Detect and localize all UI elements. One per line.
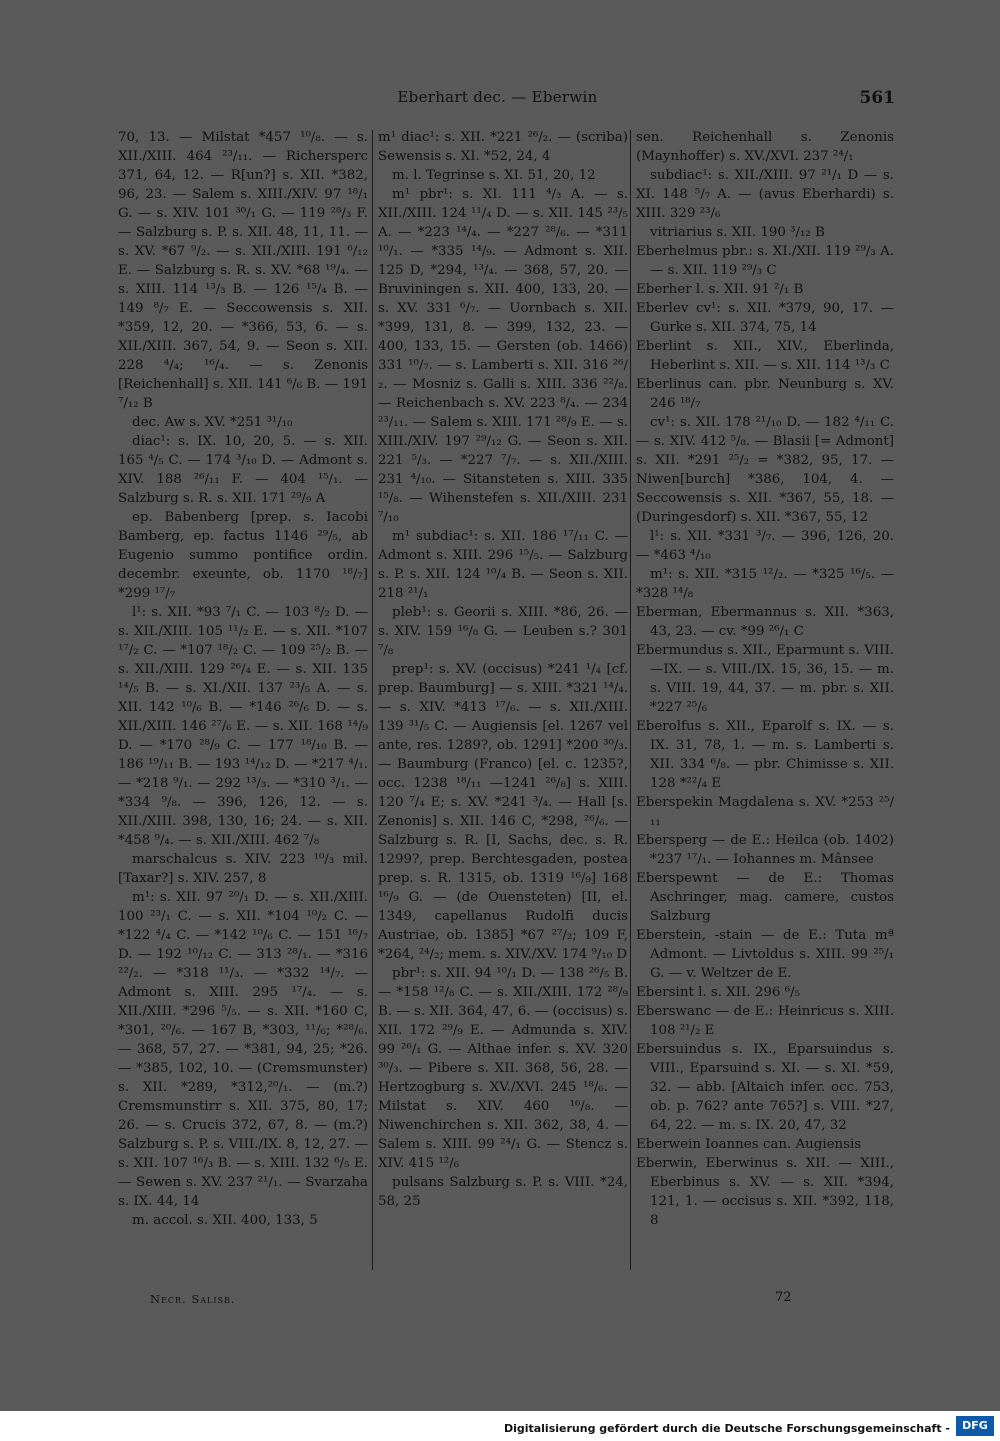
entry-paragraph: marschalcus s. XIV. 223 ¹⁰/₃ mil. [Taxar?] s. XIV. 257, 8 (118, 852, 368, 886)
entry-paragraph: Eberspewnt — de E.: Thomas Aschringer, mag. camere, custos Salzburg (636, 871, 894, 924)
entry-paragraph: Eberlint s. XII., XIV., Eberlinda, Heberlint s. XII. — s. XII. 114 ¹³/₃ C (636, 339, 894, 373)
digitization-bar (0, 1411, 1000, 1441)
entry-paragraph: m¹ subdiac¹: s. XII. 186 ¹⁷/₁₁ C. — Admont s. XIII. 296 ¹⁵/₅. — Salzburg s. P. s. XII. 124 ¹⁰/₄ B. — Seon s. XII. 218 ²¹/₁ (378, 529, 628, 601)
text-column-2 (378, 128, 628, 1288)
entry-paragraph: vitriarius s. XII. 190 ³/₁₂ B (650, 225, 825, 240)
entry-paragraph: l¹: s. XII. *93 ⁷/₁ C. — 103 ⁸/₂ D. — s. XII./XIII. 105 ¹¹/₂ E. — s. XII. *107 ¹⁷/₂ C. — *107 ¹⁸/₂ C. — 109 ²⁵/₂ B. — s. XII./XIII. 129 ²⁶/₄ E. — s. XII. 135 ¹⁴/₅ B. — s. XI./XII. 137 ²³/₅ A. — s. XII. 142 ¹⁰/₆ B. — *146 ²⁶/₆ D. — s. XII./XIII. 146 ²⁷/₆ E. — s. XII. 168 ¹⁴/₉ D. — *170 ²⁸/₉ C. — 177 ¹⁸/₁₀ B. — 186 ¹⁹/₁₁ B. — 193 ¹⁴/₁₂ D. — *217 ⁴/₁. — *218 ⁹/₁. — 292 ¹³/₃. — *310 ³/₁. — *334 ⁹/₈. — 396, 126, 12. — s. XII./XIII. 398, 130, 16; 24. — s. XII. *458 ⁹/₄. — s. XII./XIII. 462 ⁷/₈ (118, 605, 368, 848)
entry-paragraph: l¹: s. XII. *331 ³/₇. — 396, 126, 20. — *463 ⁴/₁₀ (636, 529, 894, 563)
entry-paragraph: Eberlinus can. pbr. Neunburg s. XV. 246 ¹⁸/₇ (636, 377, 894, 411)
dfg-logo: DFG (956, 1416, 994, 1436)
entry-paragraph: cv¹: s. XII. 178 ²¹/₁₀ D. — 182 ⁴/₁₁ C. — s. XIV. 412 ⁵/₈. — Blasii [= Admont] s. XII. *291 ²⁵/₂ = *382, 95, 17. — Niwen[burch] *386, 104, 4. — Seccowensis s. XII. *367, 55, 18. — (Duringesdorf) s. XII. *367, 55, 12 (636, 415, 894, 525)
funding-note: Digitalisierung gefördert durch die Deutsche Forschungsgemeinschaft - (503, 1422, 950, 1435)
entry-paragraph: Eberlev cv¹: s. XII. *379, 90, 17. — Gurke s. XII. 374, 75, 14 (636, 301, 894, 335)
signature-mark: Necr. Salisb. (150, 1292, 236, 1306)
running-head: Eberhart dec. — Eberwin (397, 88, 598, 106)
entry-paragraph: ep. Babenberg [prep. s. Iacobi Bamberg, ep. factus 1146 ²⁹/₅, ab Eugenio summo pontifice ordin. decembr. exeunte, ob. 1170 ¹⁸/₇] *299 ¹⁷/₇ (118, 510, 368, 601)
entry-paragraph: Eberstein, -stain — de E.: Tuta mª Admont. — Livtoldus s. XIII. 99 ²⁵/₁ G. — v. Weltzer de E. (636, 928, 894, 981)
entry-paragraph: m. l. Tegrinse s. XI. 51, 20, 12 (392, 168, 596, 183)
entry-paragraph: Eberolfus s. XII., Eparolf s. IX. — s. IX. 31, 78, 1. — m. s. Lamberti s. XII. 334 ⁶/₈. — pbr. Chimisse s. XII. 128 *²²/₄ E (636, 719, 894, 791)
entry-paragraph: Eberman, Ebermannus s. XII. *363, 43, 23. — cv. *99 ²⁶/₁ C (636, 605, 894, 639)
entry-paragraph: pleb¹: s. Georii s. XIII. *86, 26. — s. XIV. 159 ¹⁶/₈ G. — Leuben s.? 301 ⁷/₈ (378, 605, 628, 658)
column-rule-2 (630, 130, 631, 1270)
text-column-1 (118, 128, 368, 1288)
entry-paragraph: m. accol. s. XII. 400, 133, 5 (132, 1213, 318, 1228)
entry-paragraph: Eberhelmus pbr.: s. XI./XII. 119 ²⁹/₃ A. — s. XII. 119 ²⁹/₃ C (636, 244, 894, 278)
entry-paragraph: Eberspekin Magdalena s. XV. *253 ²⁵/₁₁ (636, 795, 894, 829)
entry-paragraph: pulsans Salzburg s. P. s. VIII. *24, 58, 25 (378, 1175, 628, 1209)
sheet-number: 72 (775, 1290, 792, 1305)
page-header (100, 88, 895, 116)
entry-paragraph: Eberwein Ioannes can. Augiensis (636, 1137, 862, 1152)
column-rule-1 (372, 130, 373, 1270)
entry-paragraph: sen. Reichenhall s. Zenonis (Maynhoffer) s. XV./XVI. 237 ²⁴/₁ (636, 130, 894, 164)
entry-paragraph: Eberwin, Eberwinus s. XII. — XIII., Eberbinus s. XV. — s. XII. *394, 121, 1. — occisus s. XII. *392, 118, 8 (636, 1156, 894, 1228)
entry-paragraph: Ebermundus s. XII., Eparmunt s. VIII.—IX. — s. VIII./IX. 15, 36, 15. — m. s. VIII. 19, 44, 37. — m. pbr. s. XII. *227 ²⁵/₆ (636, 643, 894, 715)
entry-paragraph: 70, 13. — Milstat *457 ¹⁰/₈. — s. XII./XIII. 464 ²³/₁₁. — Richersperc 371, 64, 12. — R[un?] s. XII. *382, 96, 23. — Salem s. XIII./XIV. 97 ¹⁸/₁ G. — s. XIV. 101 ³⁰/₁ G. — 119 ²⁸/₃ F. — Salzburg s. P. s. XII. 48, 11, 11. — s. XV. *67 ⁹/₂. — s. XII./XIII. 191 ⁶/₁₂ E. — Salzburg s. R. s. XV. *68 ¹⁹/₄. — s. XIII. 114 ¹³/₃ B. — 126 ¹⁵/₄ B. — 149 ⁸/₇ E. — Seccowensis s. XII. *359, 12, 20. — *366, 53, 6. — s. XII./XIII. 367, 54, 9. — Seon s. XII. 228 ⁴/₄; ¹⁶/₄. — s. Zenonis [Reichenhall] s. XII. 141 ⁶/₆ B. — 191 ⁷/₁₂ B (118, 130, 368, 411)
entry-paragraph: Ebersuindus s. IX., Eparsuindus s. VIII., Eparsuind s. XI. — s. XI. *59, 32. — abb. [Altaich infer. occ. 753, ob. p. 762? ante 765?] s. VIII. *27, 64, 22. — m. s. IX. 20, 47, 32 (636, 1042, 894, 1133)
entry-paragraph: m¹ pbr¹: s. XI. 111 ⁴/₃ A. — s. XII./XIII. 124 ¹¹/₄ D. — s. XII. 145 ²³/₅ A. — *223 ¹⁴/₄. — *227 ²⁸/₆. — *311 ¹⁰/₁. — *335 ¹⁴/₉. — Admont s. XII. 125 D, *294, ¹³/₄. — 368, 57, 20. — Bruviningen s. XII. 400, 133, 20. — s. XV. 331 ⁶/₇. — Uornbach s. XII. *399, 131, 8. — 399, 132, 23. — 400, 133, 15. — Gersten (ob. 1466) 331 ¹⁰/₇. — s. Lamberti s. XII. 316 ²⁶/₂. — Mosniz s. Galli s. XIII. 336 ²²/₈. — Reichenbach s. XV. 223 ⁸/₄. — 234 ²³/₁₁. — Salem s. XIII. 171 ²⁸/₉ E. — s. XIII./XIV. 197 ²⁹/₁₂ G. — Seon s. XII. 221 ⁵/₃. — *227 ⁷/₇. — s. XII./XIII. 231 ⁴/₁₀. — Sitansteten s. XIII. 335 ¹⁵/₈. — Wihenstefen s. XII./XIII. 231 ⁷/₁₀ (378, 187, 628, 525)
entry-paragraph: Eberswanc — de E.: Heinricus s. XIII. 108 ²¹/₂ E (636, 1004, 894, 1038)
page-number: 561 (859, 88, 895, 108)
entry-paragraph: m¹: s. XII. *315 ¹²/₂. — *325 ¹⁶/₅. — *328 ¹⁴/₈ (636, 567, 894, 601)
entry-paragraph: subdiac¹: s. XII./XIII. 97 ²¹/₁ D — s. XI. 148 ⁵/₇ A. — (avus Eberhardi) s. XIII. 329 ²³/₆ (636, 168, 894, 221)
entry-paragraph: Ebersperg — de E.: Heilca (ob. 1402) *237 ¹⁷/₁. — Iohannes m. Mânsee (636, 833, 894, 867)
text-column-3 (636, 128, 894, 1288)
entry-paragraph: diac¹: s. IX. 10, 20, 5. — s. XII. 165 ⁴/₅ C. — 174 ³/₁₀ D. — Admont s. XIV. 188 ²⁶/₁₁ F. — 404 ¹⁵/₁. — Salzburg s. R. s. XII. 171 ²⁹/₉ A (118, 434, 368, 506)
entry-paragraph: pbr¹: s. XII. 94 ¹⁰/₁ D. — 138 ²⁶/₅ B. — *158 ¹²/₈ C. — s. XII./XIII. 172 ²⁸/₉ B. — s. XII. 364, 47, 6. — (occisus) s. XII. 172 ²⁹/₉ E. — Admunda s. XIV. 99 ²⁶/₁ G. — Althae infer. s. XV. 320 ³⁰/₃. — Pibere s. XII. 368, 56, 28. — Hertzogburg s. XV./XVI. 245 ¹⁸/₆. — Milstat s. XIV. 460 ¹⁶/₈. — Niwenchirchen s. XII. 362, 38, 4. — Salem s. XIII. 99 ²⁴/₁ G. — Stencz s. XIV. 415 ¹²/₆ (378, 966, 628, 1171)
entry-paragraph: m¹: s. XII. 97 ²⁰/₁ D. — s. XII./XIII. 100 ²³/₁ C. — s. XII. *104 ¹⁰/₂ C. — *122 ⁴/₄ C. — *142 ¹⁰/₆ C. — 151 ¹⁶/₇ D. — 192 ¹⁰/₁₂ C. — 313 ²⁸/₁. — *316 ²²/₂. — *318 ¹¹/₃. — *332 ¹⁴/₇. — Admont s. XIII. 295 ¹⁷/₄. — s. XII./XIII. *296 ⁵/₅. — s. XII. *160 C, *301, ²⁰/₆. — 167 B, *303, ¹¹/₆; *²⁸/₆. — 368, 57, 27. — *381, 94, 25; *26. — *385, 102, 10. — (Cremsmunster) s. XII. *289, *312,²⁰/₁. — (m.?) Cremsmunstirr s. XII. 375, 80, 17; 26. — s. Crucis 372, 67, 8. — (m.?) Salzburg s. P. s. VIII./IX. 8, 12, 27. — s. XII. 107 ¹⁶/₃ B. — s. XIII. 132 ⁶/₅ E. — Sewen s. XV. 237 ²¹/₁. — Svarzaha s. IX. 44, 14 (118, 890, 368, 1209)
entry-paragraph: Eberher l. s. XII. 91 ²/₁ B (636, 282, 804, 297)
entry-paragraph: prep¹: s. XV. (occisus) *241 ¹/₄ [cf. prep. Baumburg] — s. XIII. *321 ¹⁴/₄. — s. XIV. *413 ¹⁷/₆. — s. XII./XIII. 139 ³¹/₅ C. — Augiensis [el. 1267 vel ante, res. 1289?, ob. 1291] *200 ³⁰/₃. — Baumburg (Franco) [el. c. 1235?, occ. 1238 ¹⁸/₁₁ —1241 ²⁶/₈] s. XIII. 120 ⁷/₄ E; s. XV. *241 ³/₄. — Hall [s. Zenonis] s. XII. 146 C, *298, ²⁶/₆. — Salzburg s. R. [I, Sachs, dec. s. R. 1299?, prep. Berchtesgaden, postea prep. s. R. 1315, ob. 1319 ¹⁶/₉] 168 ¹⁶/₉ G. — (de Ouensteten) [II, el. 1349, capellanus Rudolfi ducis Austriae, ob. 1385] *67 ²⁷/₂; 109 F, *264, ²⁴/₂; mem. s. XIV./XV. 174 ⁹/₁₀ D (378, 662, 628, 962)
entry-paragraph: dec. Aw s. XV. *251 ³¹/₁₀ (132, 415, 293, 430)
entry-paragraph: m¹ diac¹: s. XII. *221 ²⁶/₂. — (scriba) Sewensis s. XI. *52, 24, 4 (378, 130, 628, 164)
entry-paragraph: Ebersint l. s. XII. 296 ⁶/₅ (636, 985, 800, 1000)
